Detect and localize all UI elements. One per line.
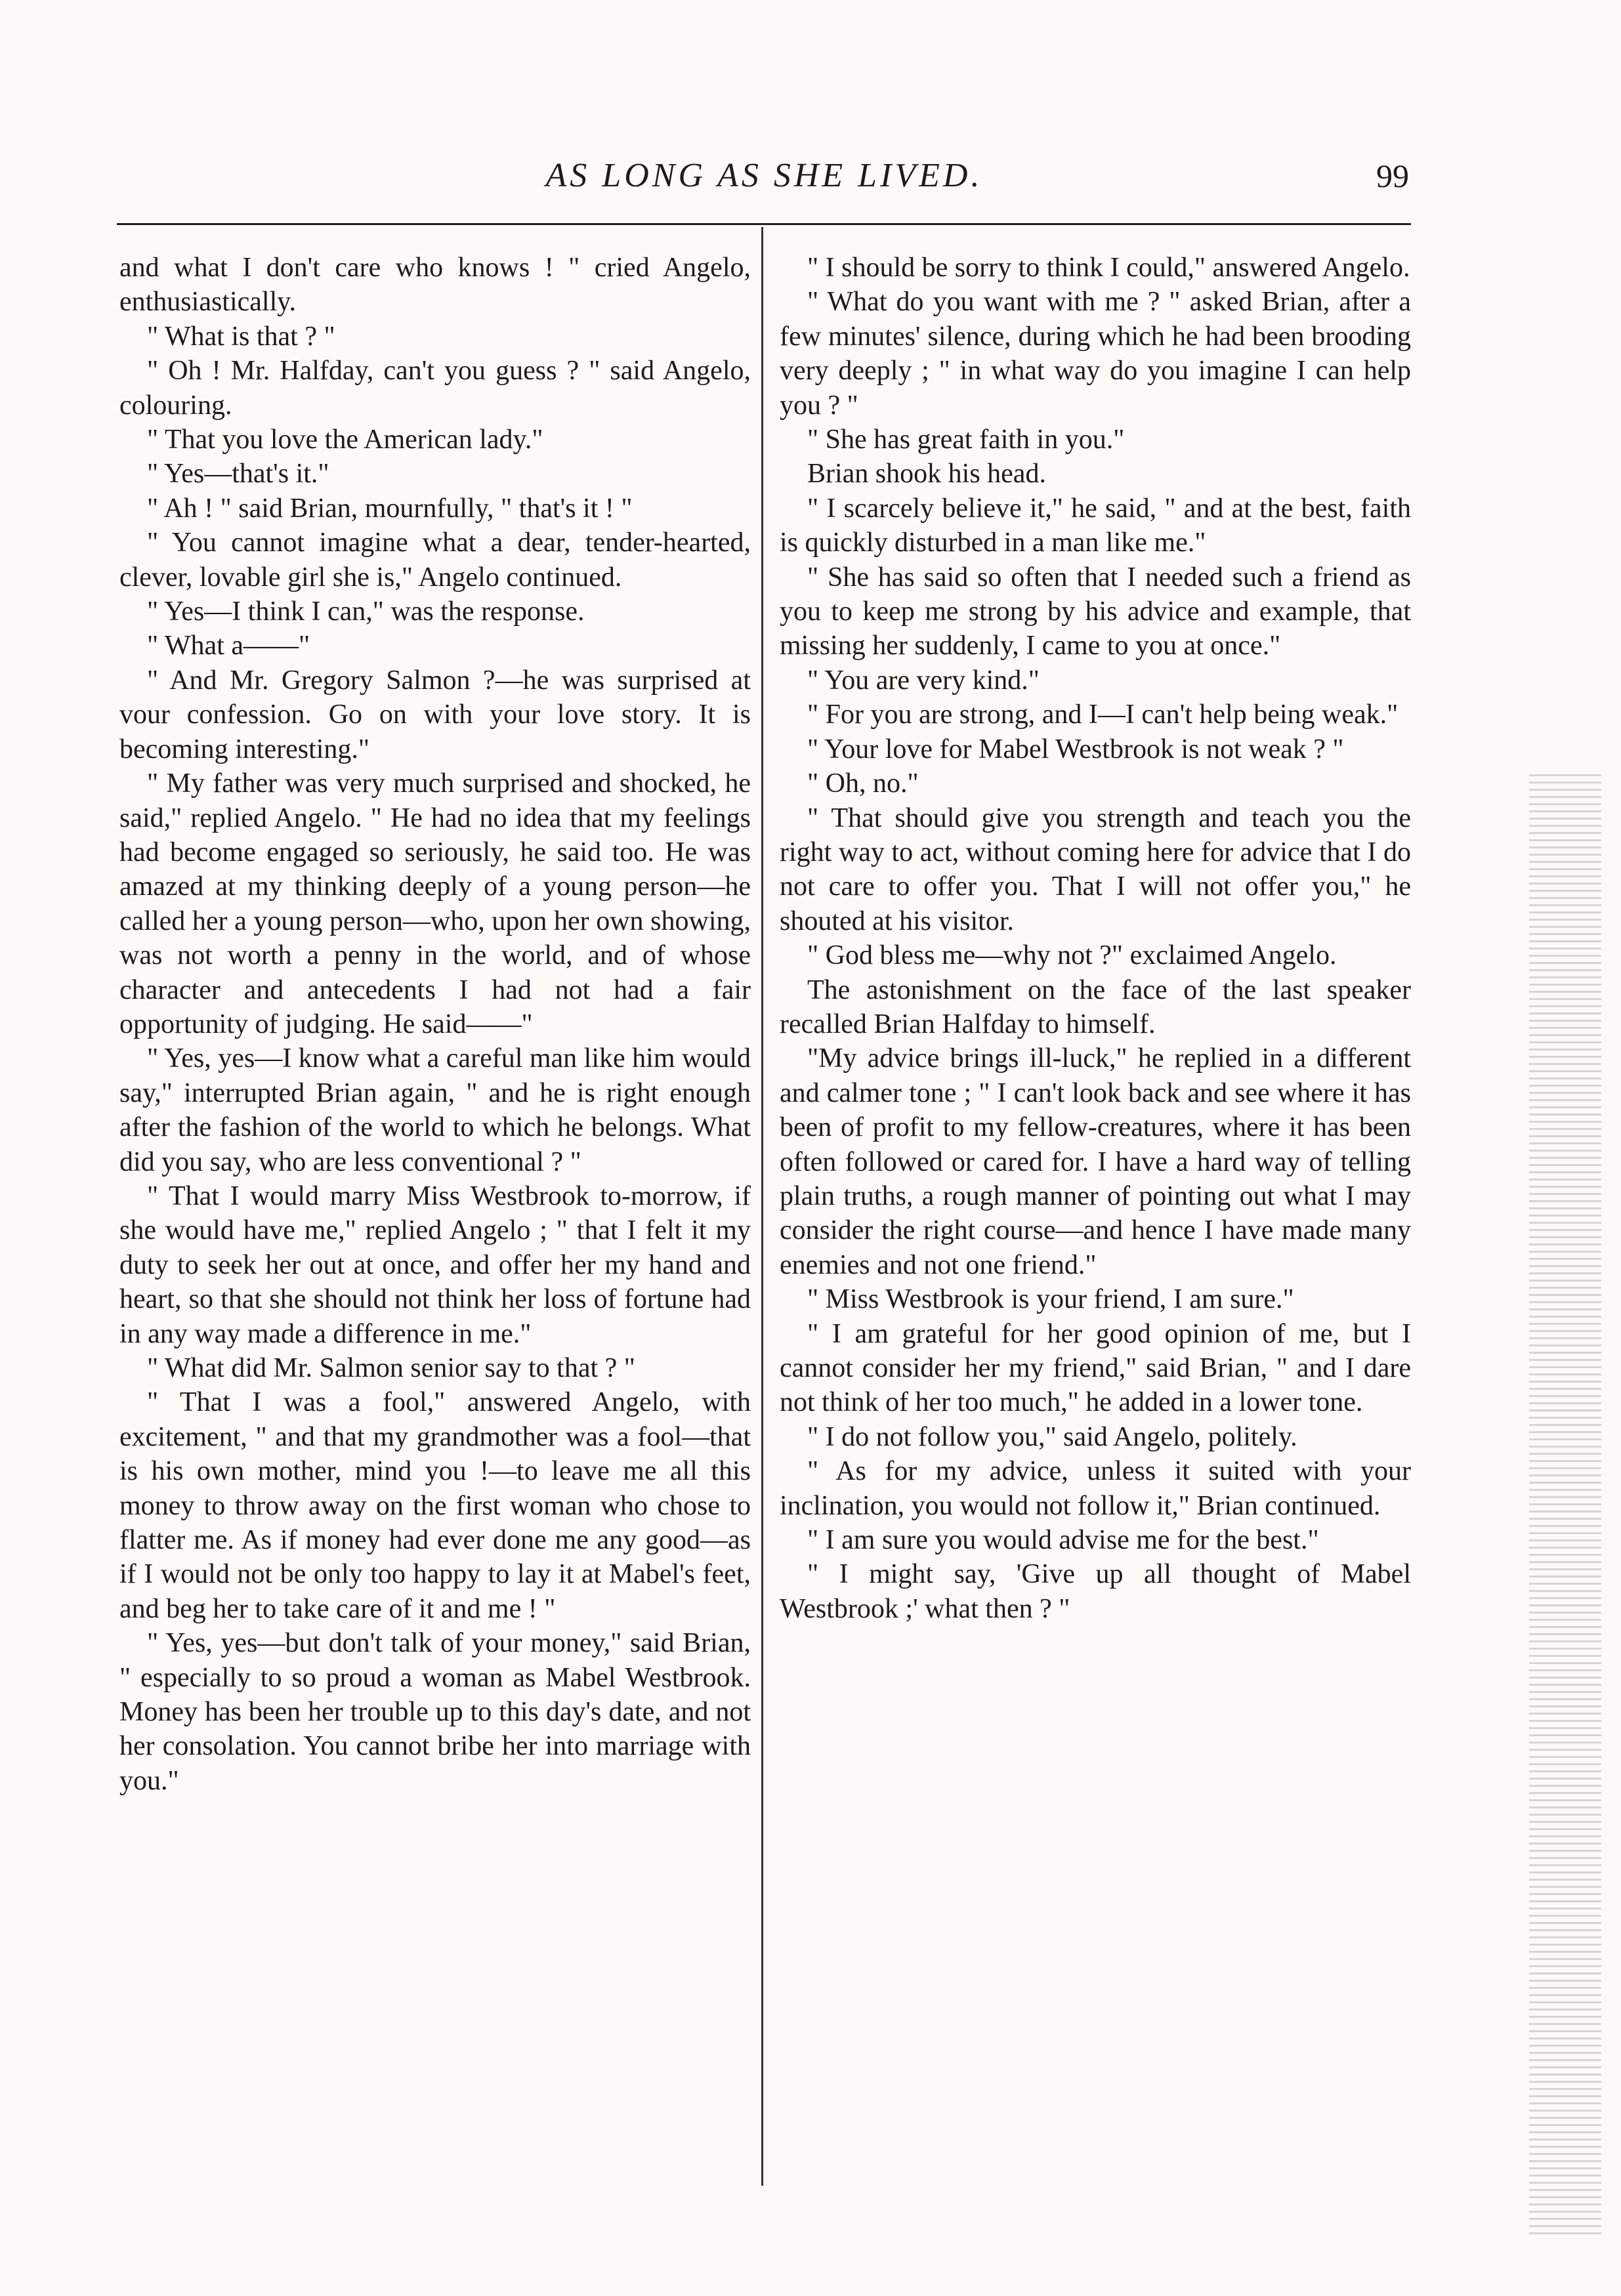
paragraph: " I scarcely believe it," he said, " and at the best, faith is quickly disturbed in a man like me." [780,493,1411,558]
paragraph: " You cannot imagine what a dear, tender-hearted, clever, lovable girl she is," Angelo continued. [119,528,751,593]
paragraph: " You are very kind." [807,665,1040,696]
paragraph: "My advice brings ill-luck," he replied in a different and calmer tone ; " I can't look back and see where it has been of profit to my fellow-creatures, where it has been often followed or cared for. I have a hard way of telling plain truths, a rough manner of pointing out what I may consider the right course—and hence I have made many enemies and not one friend." [780,1043,1411,1280]
running-head [119,150,1409,202]
paragraph: " What did Mr. Salmon senior say to that ? " [147,1353,635,1383]
paragraph: and what I don't care who knows ! " cried Angelo, enthusiastically. [119,253,751,318]
paragraph: " Ah ! " said Brian, mournfully, " that's it ! " [147,493,633,524]
page-number: 99 [1376,157,1409,194]
paragraph: " I might say, 'Give up all thought of Mabel Westbrook ;' what then ? " [780,1559,1411,1624]
paragraph: " I do not follow you," said Angelo, politely. [807,1421,1297,1452]
paragraph: " That should give you strength and teach you the right way to act, without coming here for advice that I do not care to offer you. That I will not offer you," he shouted at his visitor. [780,803,1411,936]
paragraph: " Yes—I think I can," was the response. [147,596,585,627]
paragraph: " What is that ? " [147,321,335,352]
paragraph: " Yes—that's it." [147,459,329,490]
paragraph: " I am grateful for her good opinion of me, but I cannot consider her my friend," said Brian, " and I dare not think of her too much," he added in a lower tone. [780,1318,1411,1418]
paragraph: " As for my advice, unless it suited with your inclination, you would not follow it," Brian continued. [780,1456,1411,1521]
left-column [119,251,751,1798]
paragraph: " What a——" [147,631,310,661]
paragraph: " Yes, yes—I know what a careful man like him would say," interrupted Brian again, " and he is right enough after the fashion of the world to which he belongs. What did you say, who are less conventional ? " [119,1043,751,1177]
paragraph: The astonishment on the face of the last speaker recalled Brian Halfday to himself. [780,974,1411,1039]
paragraph: " Yes, yes—but don't talk of your money," said Brian, " especially to so proud a woman as Mabel Westbrook. Money has been her trouble up to this day's date, and not her consolation. You cannot bribe her into marriage with you." [119,1628,751,1796]
paragraph: " For you are strong, and I—I can't help being weak." [807,699,1399,730]
paragraph: " God bless me—why not ?" exclaimed Angelo. [807,940,1337,971]
paragraph: " I should be sorry to think I could," answered Angelo. [807,253,1410,283]
page-edge-shadow [1529,774,1601,2238]
paragraph: " What do you want with me ? " asked Brian, after a few minutes' silence, during which he had been brooding very deeply ; " in what way do you imagine I can help you ? " [780,287,1411,421]
paragraph: " She has great faith in you." [807,425,1125,455]
paragraph: Brian shook his head. [807,459,1046,490]
right-column [780,251,1411,1626]
paragraph: " That I was a fool," answered Angelo, with excitement, " and that my grandmother was a fool—that is his own mother, mind you !—to leave me all this money to throw away on the first woman who chose to flatter me. As if money had ever done me any good—as if I would not be only too happy to lay it at Mabel's feet, and beg her to take care of it and me ! " [119,1387,751,1624]
paragraph: " And Mr. Gregory Salmon ?—he was surprised at vour confession. Go on with your love story. It is becoming interesting." [119,665,751,764]
paragraph: " Your love for Mabel Westbrook is not weak ? " [807,734,1344,764]
header-rule [117,223,1411,225]
paragraph: " That you love the American lady." [147,425,543,455]
paragraph: " Oh, no." [807,768,919,799]
paragraph: " That I would marry Miss Westbrook to-morrow, if she would have me," replied Angelo ; " that I felt it my duty to seek her out at once, and offer her my hand and heart, so that she should not think her loss of fortune had in any way made a difference in me." [119,1180,751,1349]
paragraph: " Oh ! Mr. Halfday, can't you guess ? " said Angelo, colouring. [119,356,751,421]
running-title: AS LONG AS SHE LIVED. [545,157,983,194]
paragraph: " Miss Westbrook is your friend, I am sure." [807,1284,1294,1315]
paragraph: " She has said so often that I needed such a friend as you to keep me strong by his advice and example, that missing her suddenly, I came to you at once." [780,562,1411,661]
paragraph: " My father was very much surprised and shocked, he said," replied Angelo. " He had no idea that my feelings had become engaged so seriously, he said too. He was amazed at my thinking deeply of a young person—he called her a young person—who, upon her own showing, was not worth a penny in the world, and of whose character and antecedents I had not had a fair opportunity of judging. He said——" [119,768,751,1039]
paragraph: " I am sure you would advise me for the best." [807,1525,1319,1556]
column-divider [761,227,763,2186]
